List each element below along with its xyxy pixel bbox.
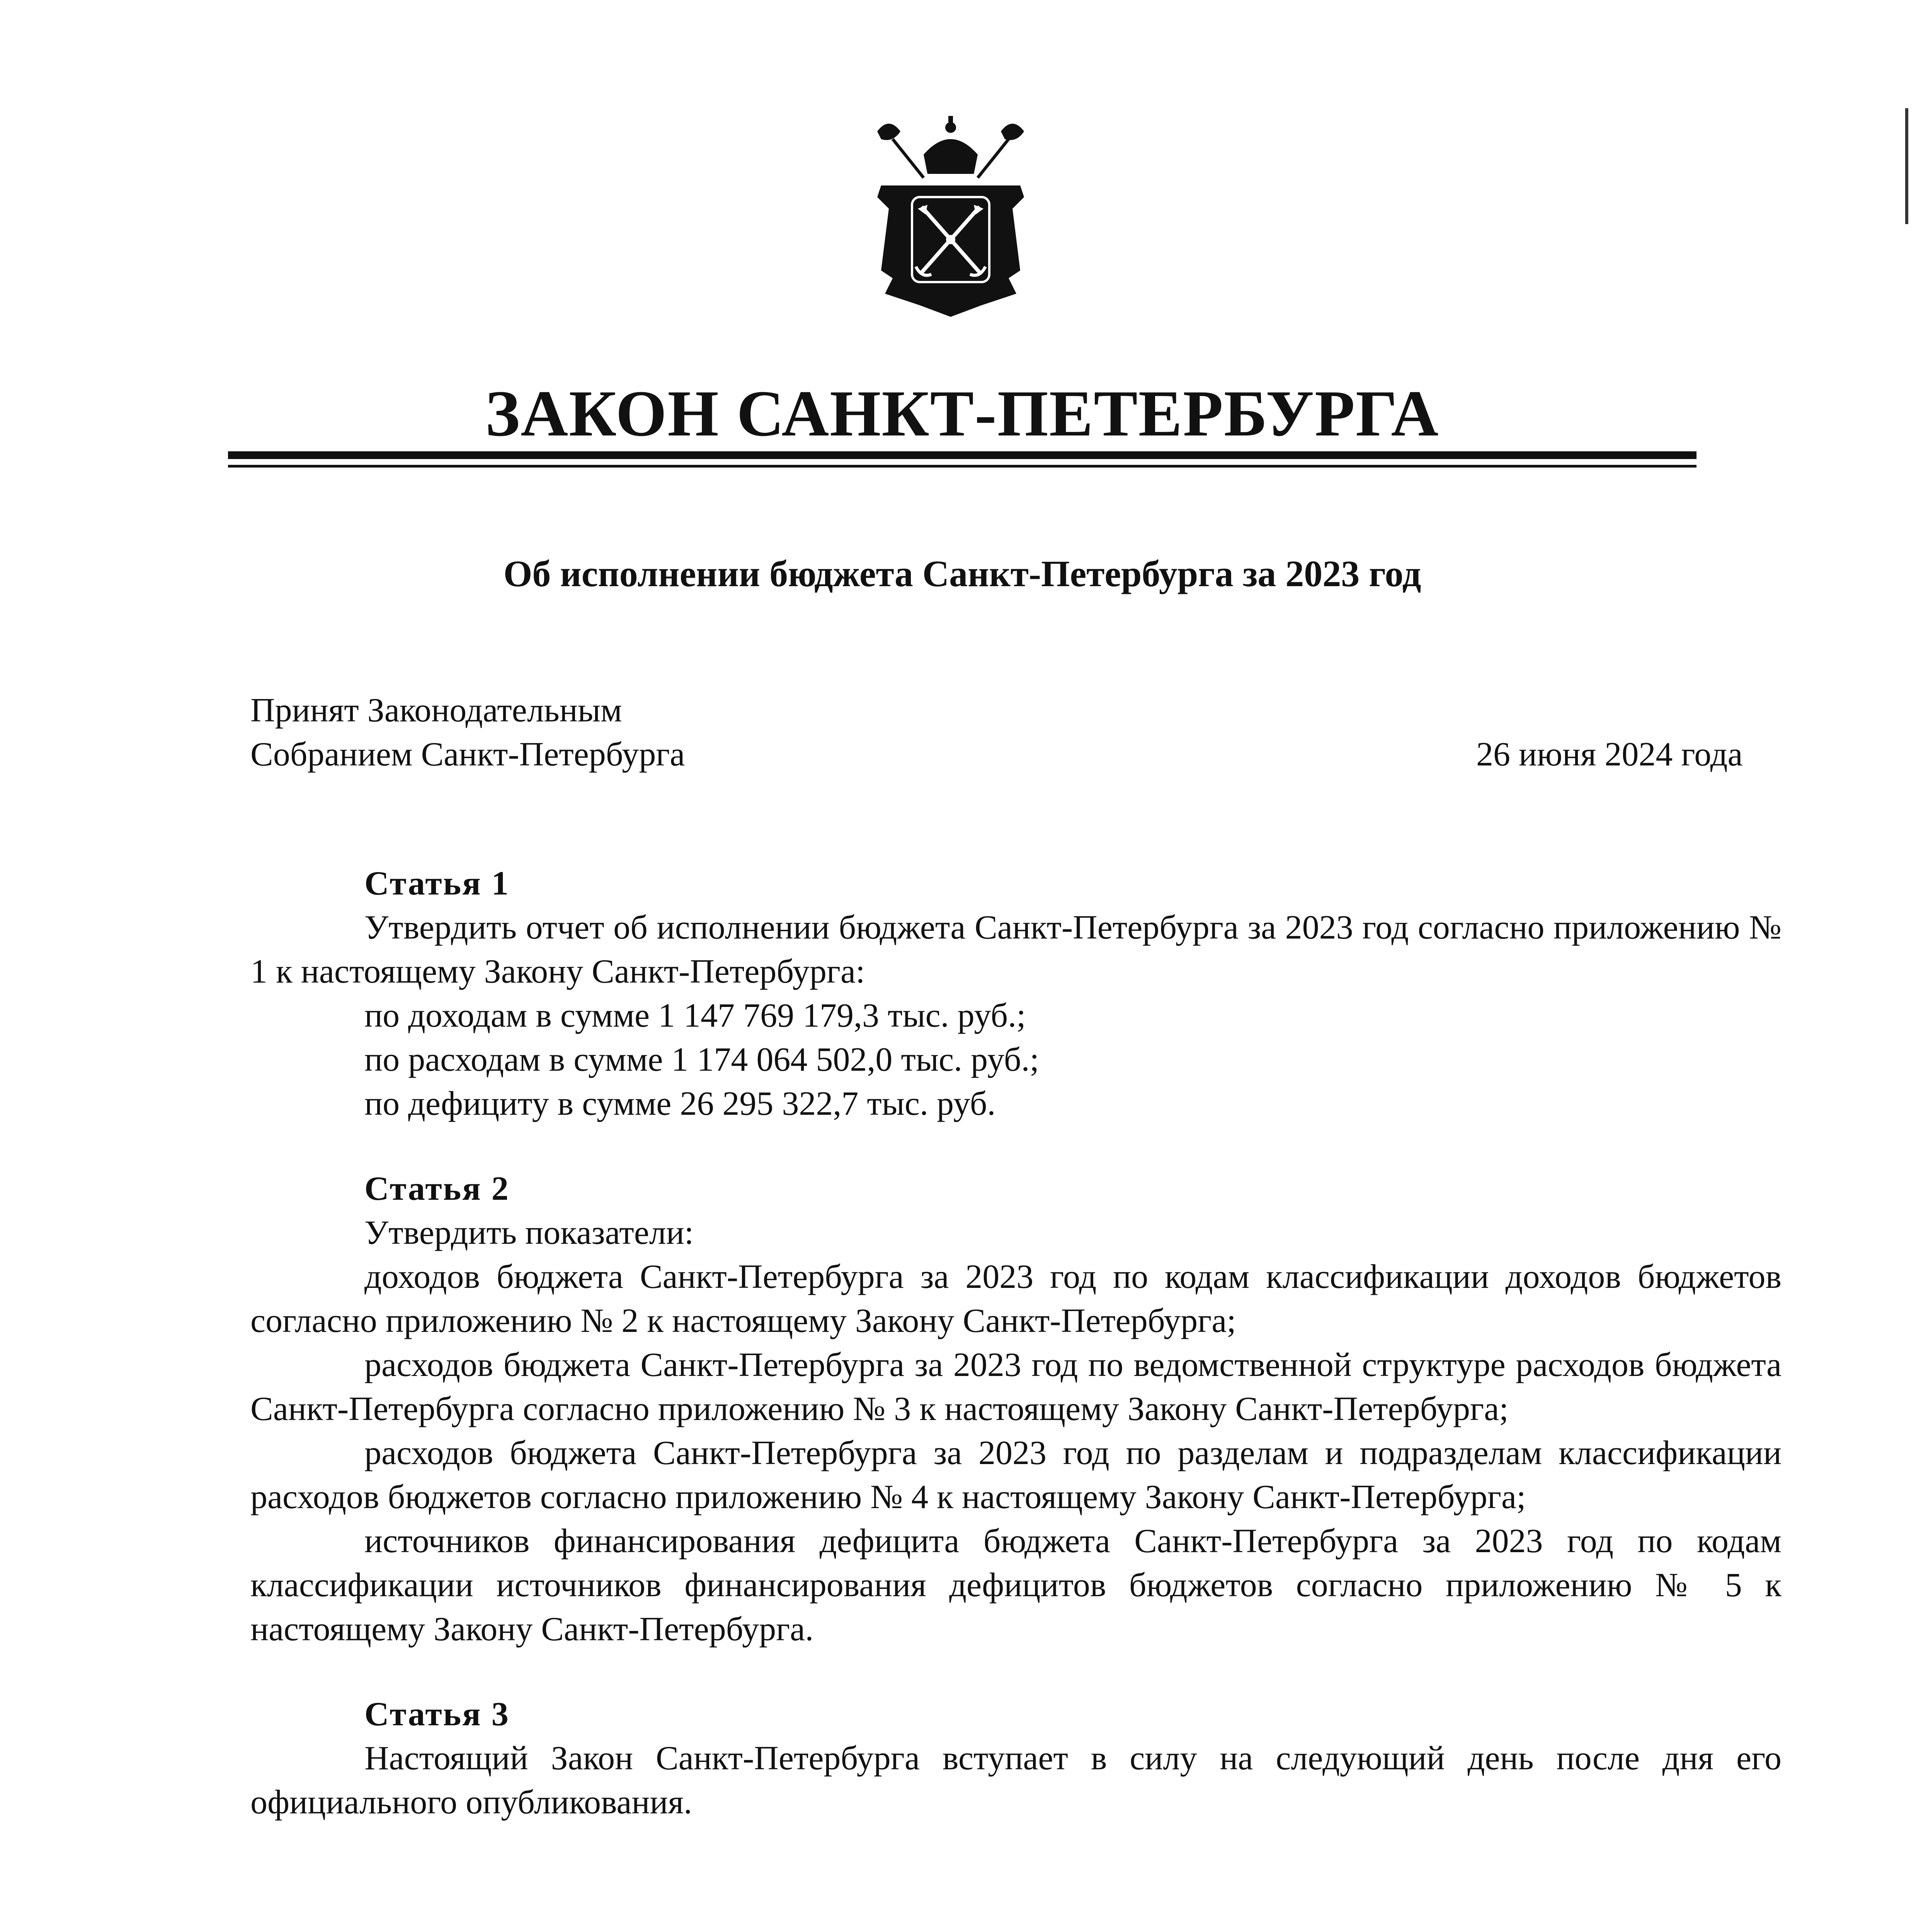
article-paragraph: доходов бюджета Санкт-Петербурга за 2023 год по кодам классификации доходов бюджетов согласно приложению № 2 к настоящему Закону Санкт-Петербурга; bbox=[250, 1258, 1782, 1340]
article-paragraph: Утвердить отчет об исполнении бюджета Санкт-Петербурга за 2023 год согласно приложению № 1 к настоящему Закону Санкт-Петербурга: bbox=[250, 909, 1782, 990]
coat-of-arms-icon bbox=[854, 108, 1047, 332]
scan-edge-mark bbox=[1905, 108, 1908, 224]
article-paragraph: Утвердить показатели: bbox=[364, 1214, 694, 1252]
adoption-date: 26 июня 2024 года bbox=[1476, 736, 1743, 773]
article-heading: Статья 2 bbox=[364, 1170, 510, 1208]
adoption-line-2: Собранием Санкт-Петербурга bbox=[250, 736, 685, 773]
article-list-item: по расходам в сумме 1 174 064 502,0 тыс. руб.; bbox=[364, 1041, 1039, 1078]
law-title: ЗАКОН САНКТ-ПЕТЕРБУРГА bbox=[485, 377, 1440, 450]
articles bbox=[250, 862, 1782, 1866]
document-title: Об исполнении бюджета Санкт-Петербурга за 2023 год bbox=[503, 553, 1421, 594]
adoption-statement bbox=[250, 689, 685, 777]
article-paragraph: источников финансирования дефицита бюджета Санкт-Петербурга за 2023 год по кодам классификации источников финансирования дефицитов бюджетов согласно приложению № 5 к настоящему Закону Санкт-Петербурга. bbox=[250, 1522, 1782, 1648]
article-3 bbox=[250, 1692, 1782, 1825]
article-paragraph: расходов бюджета Санкт-Петербурга за 2023 год по разделам и подразделам классификации расходов бюджетов согласно приложению № 4 к настоящему Закону Санкт-Петербурга; bbox=[250, 1434, 1782, 1516]
title-rule-thick bbox=[228, 451, 1696, 459]
article-2 bbox=[250, 1167, 1782, 1651]
article-paragraph: расходов бюджета Санкт-Петербурга за 2023 год по ведомственной структуре расходов бюджета Санкт-Петербурга согласно приложению № 3 к настоящему Закону Санкт-Петербурга; bbox=[250, 1346, 1782, 1428]
article-paragraph: Настоящий Закон Санкт-Петербурга вступает в силу на следующий день после дня его официального опубликования. bbox=[250, 1740, 1782, 1821]
article-1 bbox=[250, 862, 1782, 1126]
article-heading: Статья 1 bbox=[364, 865, 510, 902]
article-list-item: по доходам в сумме 1 147 769 179,3 тыс. руб.; bbox=[364, 997, 1026, 1034]
article-list-item: по дефициту в сумме 26 295 322,7 тыс. руб. bbox=[364, 1085, 996, 1122]
article-heading: Статья 3 bbox=[364, 1696, 510, 1733]
title-rule-thin bbox=[228, 465, 1696, 468]
adoption-line-1: Принят Законодательным bbox=[250, 692, 622, 729]
